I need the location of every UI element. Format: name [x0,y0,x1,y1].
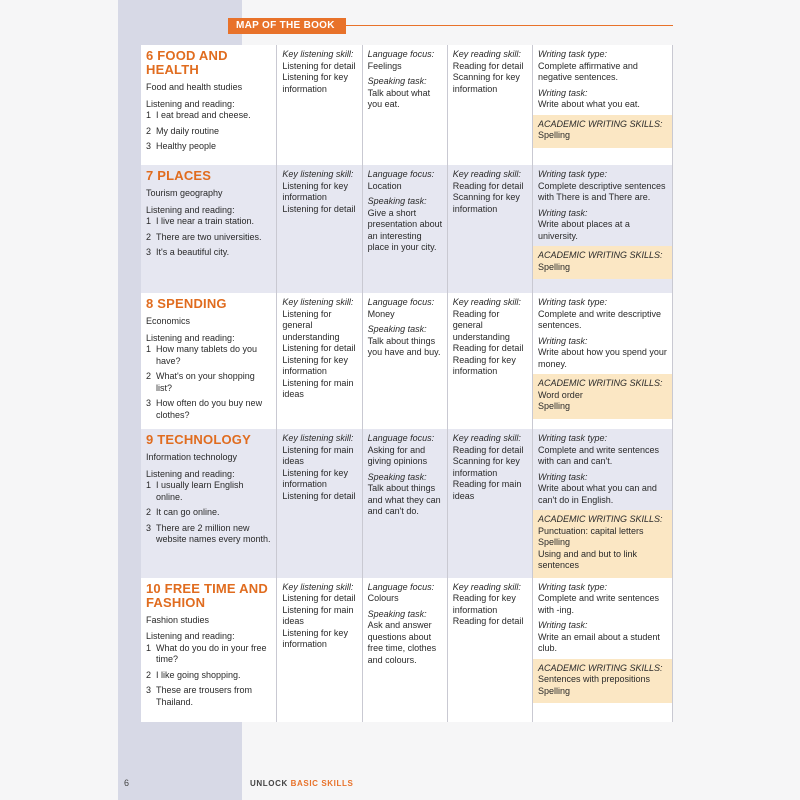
writing-task-label: Writing task: [537,620,588,630]
writing-type-label: Writing task type: [537,169,607,179]
unit-row [141,578,673,722]
writing-type: Complete descriptive sentences with There is and There are. [537,180,666,202]
lesson-number: 2 [146,231,152,242]
lesson-title: I eat bread and cheese. [156,110,251,120]
writing-cell [532,293,672,429]
listening-skills: Listening for detail Listening for key information [282,60,356,94]
language-focus: Location [367,180,402,191]
writing-task-label: Writing task: [537,207,588,218]
lesson-title: How many tablets do you have? [156,344,258,366]
listening-skills: Listening for detail Listening for main ideas Listening for key information [282,593,356,649]
reading-label: Key reading skill: [452,433,521,443]
language-label: Language focus: [367,297,435,307]
language-label: Language focus: [367,169,435,179]
listening-reading-label: Listening and reading: [146,468,235,479]
academic-skills: Punctuation: capital letters Spelling Using and and but to link sentences [537,525,644,570]
reading-label: Key reading skill: [452,49,521,59]
unit-cell [141,429,277,578]
listening-label: Key listening skill: [282,297,354,307]
writing-top [533,293,672,374]
lesson-item [146,507,272,519]
unit-title: 9 TECHNOLOGY [146,432,251,447]
listening-cell [277,293,362,429]
writing-cell [532,165,672,293]
page-number: 6 [124,778,130,788]
speaking-task: Give a short presentation about an interesting place in your city. [367,207,443,252]
lesson-item [146,480,272,503]
writing-task: Write an email about a student club. [537,631,660,653]
unit-subject: Tourism geography [146,188,223,198]
lesson-title: I live near a train station. [156,216,255,226]
brand-unlock: UNLOCK [250,779,288,788]
writing-cell [532,578,672,722]
reading-skills: Reading for detail Scanning for key information [452,60,524,94]
listening-label: Key listening skill: [282,433,354,443]
listening-reading-label: Listening and reading: [146,631,235,641]
lesson-item [146,670,272,682]
lesson-title: I usually learn English online. [156,480,244,502]
lesson-item [146,643,272,666]
writing-type: Complete and write sentences with -ing. [537,593,660,615]
unit-cell [141,578,277,722]
lesson-item [146,126,272,138]
language-label: Language focus: [367,49,435,59]
unit-subject: Fashion studies [146,614,210,625]
unit-row [141,429,673,578]
lesson-title: What's on your shopping list? [156,371,255,393]
academic-skills: Spelling [537,261,570,272]
academic-skills: Sentences with prepositions Spelling [537,674,651,696]
speaking-task: Talk about things and what they can and can't do. [367,483,441,516]
lesson-item [146,141,272,153]
lesson-title: These are trousers from Thailand. [156,685,253,707]
unit-cell [141,293,277,429]
unit-row [141,293,673,429]
unit-subject: Economics [146,316,191,326]
lesson-number: 3 [146,398,152,408]
lesson-number: 1 [146,480,152,490]
unit-row [141,165,673,293]
lesson-number: 2 [146,507,152,517]
academic-skills-box [533,659,672,704]
writing-type: Complete and write descriptive sentences. [537,308,662,330]
speaking-task: Ask and answer questions about free time, clothes and colours. [367,620,437,665]
unit-title: 8 SPENDING [146,296,227,311]
listening-cell [277,429,362,578]
unit-subject: Food and health studies [146,82,243,92]
writing-task: Write about what you eat. [537,99,640,109]
unit-title: 6 FOOD AND HEALTH [146,48,228,77]
lesson-title: There are two universities. [156,231,262,242]
listening-cell [277,578,362,722]
lesson-title: It's a beautiful city. [156,247,230,257]
reading-skills: Reading for key information Reading for detail [452,593,524,626]
language-cell [362,165,447,293]
lesson-item [146,371,272,394]
speaking-task: Talk about things you have and buy. [367,335,441,357]
writing-type-label: Writing task type: [537,433,607,443]
speaking-label: Speaking task: [367,196,427,206]
speaking-label: Speaking task: [367,471,427,482]
lesson-number: 3 [146,685,152,695]
lesson-item [146,398,272,421]
writing-type-label: Writing task type: [537,49,607,59]
listening-reading-label: Listening and reading: [146,98,235,109]
unit-cell [141,165,277,293]
unit-cell [141,45,277,165]
academic-skills: Word order Spelling [537,389,583,411]
reading-label: Key reading skill: [452,169,521,179]
writing-task: Write about what you can and can't do in English. [537,483,657,505]
reading-cell [447,293,532,429]
listening-label: Key listening skill: [282,581,354,592]
language-label: Language focus: [367,581,435,592]
lesson-number: 1 [146,642,152,653]
lesson-number: 3 [146,141,152,151]
header-rule [338,25,673,26]
brand-basic-skills: BASIC SKILLS [290,779,354,788]
lesson-title: It can go online. [156,507,220,517]
speaking-label: Speaking task: [367,76,427,86]
speaking-label: Speaking task: [367,324,427,334]
listening-skills: Listening for main ideas Listening for key information Listening for detail [282,444,356,501]
academic-skills-box [533,374,672,419]
listening-label: Key listening skill: [282,49,354,59]
language-cell [362,578,447,722]
lesson-number: 3 [146,522,152,533]
writing-task-label: Writing task: [537,471,588,482]
academic-label: ACADEMIC WRITING SKILLS: [537,250,663,260]
language-focus: Asking for and giving opinions [367,444,428,466]
reading-label: Key reading skill: [452,581,521,592]
lesson-number: 3 [146,247,152,257]
reading-cell [447,45,532,165]
reading-cell [447,578,532,722]
writing-type-label: Writing task type: [537,297,607,307]
lesson-number: 1 [146,344,152,354]
language-cell [362,429,447,578]
lesson-item [146,216,272,228]
academic-label: ACADEMIC WRITING SKILLS: [537,118,663,129]
lesson-item [146,110,272,122]
writing-top [533,429,672,510]
academic-skills-box [533,510,672,578]
map-table [141,45,673,722]
writing-cell [532,429,672,578]
lesson-number: 1 [146,110,152,120]
academic-skills: Spelling [537,130,570,140]
language-cell [362,45,447,165]
academic-skills-box [533,246,672,279]
language-focus: Colours [367,593,399,603]
lesson-number: 2 [146,371,152,381]
lesson-number: 2 [146,669,152,680]
lesson-number: 1 [146,216,152,226]
lesson-title: There are 2 million new website names every month. [156,522,271,544]
writing-top [533,45,672,115]
speaking-task: Talk about what you eat. [367,87,431,109]
writing-task-label: Writing task: [537,335,588,346]
writing-type: Complete and write sentences with can and can't. [537,444,660,466]
writing-type-label: Writing task type: [537,581,607,592]
lesson-title: I like going shopping. [156,669,241,680]
writing-type: Complete affirmative and negative sentences. [537,60,638,82]
lesson-item [146,344,272,367]
listening-reading-label: Listening and reading: [146,332,235,343]
lesson-title: How often do you buy new clothes? [156,398,263,420]
reading-label: Key reading skill: [452,297,521,307]
section-header: MAP OF THE BOOK [228,18,346,34]
writing-task: Write about how you spend your money. [537,347,667,369]
lesson-item [146,247,272,259]
lesson-title: Healthy people [156,141,217,151]
reading-skills: Reading for detail Scanning for key information [452,180,524,214]
writing-top [533,578,672,659]
listening-skills: Listening for general understanding Listening for detail Listening for key information Listening for main ideas [282,308,356,399]
unit-subject: Information technology [146,452,238,462]
lesson-number: 2 [146,125,152,136]
writing-cell [532,45,672,165]
writing-task-label: Writing task: [537,87,588,98]
reading-cell [447,165,532,293]
speaking-label: Speaking task: [367,608,427,619]
lesson-item [146,232,272,244]
lesson-item [146,685,272,708]
academic-label: ACADEMIC WRITING SKILLS: [537,514,663,524]
lesson-item [146,523,272,546]
language-label: Language focus: [367,433,435,443]
listening-label: Key listening skill: [282,169,354,179]
listening-cell [277,165,362,293]
academic-label: ACADEMIC WRITING SKILLS: [537,378,663,388]
academic-label: ACADEMIC WRITING SKILLS: [537,662,663,673]
reading-skills: Reading for detail Scanning for key information Reading for main ideas [452,444,524,501]
writing-task: Write about places at a university. [537,219,630,241]
reading-cell [447,429,532,578]
writing-top [533,165,672,246]
lesson-title: What do you do in your free time? [156,642,267,664]
brand-footer [250,779,353,788]
unit-title: 7 PLACES [146,168,212,183]
language-focus: Money [367,308,395,319]
unit-title: 10 FREE TIME AND FASHION [146,580,268,610]
reading-skills: Reading for general understanding Reading for detail Reading for key information [452,308,524,376]
language-cell [362,293,447,429]
academic-skills-box [533,115,672,148]
listening-reading-label: Listening and reading: [146,204,235,215]
listening-cell [277,45,362,165]
listening-skills: Listening for key information Listening for detail [282,180,356,214]
lesson-title: My daily routine [156,125,220,136]
unit-row [141,45,673,165]
language-focus: Feelings [367,60,402,71]
